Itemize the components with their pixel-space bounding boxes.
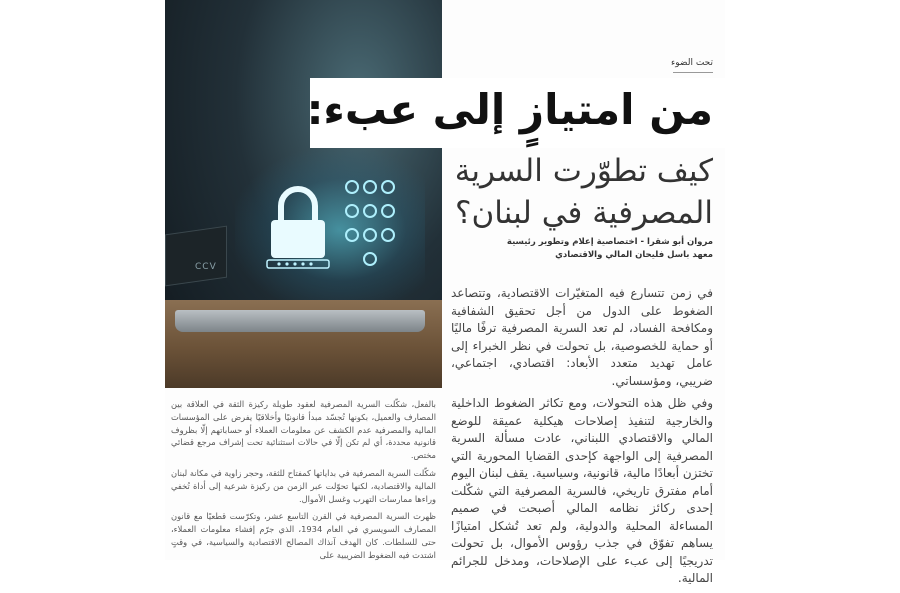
body-column-left: [171, 398, 436, 567]
article-byline: [448, 236, 713, 262]
section-kicker: تحت الضوء: [671, 58, 713, 68]
card-label: CCV: [195, 262, 217, 272]
paragraph: شكّلت السرية المصرفية في بداياتها كمفتاح للثقة، وحجر زاوية في مكانة لبنان المالية والاقتصادية، لكنها تحوّلت عبر الزمن من ركيزة شرعية إلى أداة تُخفي وراءها ممارسات التهرب وغسل الأموال.: [171, 467, 436, 504]
paragraph: وفي ظل هذه التحولات، ومع تكاثر الضغوط الداخلية والخارجية لتنفيذ إصلاحات هيكلية عميقة للوضع المالي والاقتصادي اللبناني، عادت مسألة السرية المصرفية إلى الواجهة كإحدى القضايا المحورية التي تختزن أبعادًا مالية، قانونية، وسياسية. يقف لبنان اليوم أمام مفترق تاريخي، فالسرية المصرفية التي شكّلت إحدى ركائز نظامه المالي أصبحت في صميم المساءلة المحلية والدولية، ولم تعد تُشكل امتيازًا يساهم تفوّق في جذب رؤوس الأموال، بل تحولت تدريجيًا إلى عبء على الإصلاحات، ومدخل للجرائم المالية.: [451, 396, 713, 585]
paragraph: بالفعل، شكّلت السرية المصرفية لعقود طويلة ركيزة الثقة في العلاقة بين المصارف والعميل، بكونها تُجسّد مبدأ قانونيًا وأخلاقيًا يفرض على المؤسسات المالية والمصرفية عدم الكشف عن معلومات العملاء أو حساباتهم إلّا بظروف قانونية محددة، أي لم تكن إلّا في حالات استثنائية تحت إشراف مرجع قضائي مختص.: [171, 399, 436, 461]
credit-card: [165, 226, 227, 287]
article-title: من امتيازٍ إلى عبء:: [306, 85, 713, 134]
paragraph: ظهرت السرية المصرفية في القرن التاسع عشر، وتكرّست قطعيًا مع قانون المصارف السويسري في العام 1934، الذي جرّم إفشاء معلومات العملاء، حتى للسلطات. كان الهدف آنذاك المصالح الاقتصادية والسياسية، في وقتٍ اشتدت فيه الضغوط الضريبية على: [171, 511, 437, 560]
padlock-icon: [263, 180, 333, 270]
article-subtitle: كيف تطوّرت السرية المصرفية في لبنان؟: [454, 153, 713, 231]
byline-affiliation: معهد باسل فليحان المالي والاقتصادي: [555, 250, 713, 260]
kicker-divider: [673, 72, 713, 73]
magazine-page: [165, 0, 725, 585]
laptop-base: [175, 310, 425, 332]
body-column-right: [451, 285, 713, 593]
article-photo: [165, 0, 442, 388]
byline-author: مروان أبو شقرا - اختصاصية إعلام وتطوير رئيسية: [506, 237, 713, 247]
paragraph: في زمن تتسارع فيه المتغيّرات الاقتصادية، وتتصاعد الضغوط على الدول من أجل تحقيق الشفافية ومكافحة الفساد، لم تعد السرية المصرفية ترفًا ماليًا أو حماية للخصوصية، بل تحولت في نظر الخبراء إلى عامل تهديد متعدد الأبعاد: اقتصادي، اجتماعي، ضريبي، ومؤسساتي.: [451, 286, 713, 388]
keypad-icon: [340, 175, 400, 275]
